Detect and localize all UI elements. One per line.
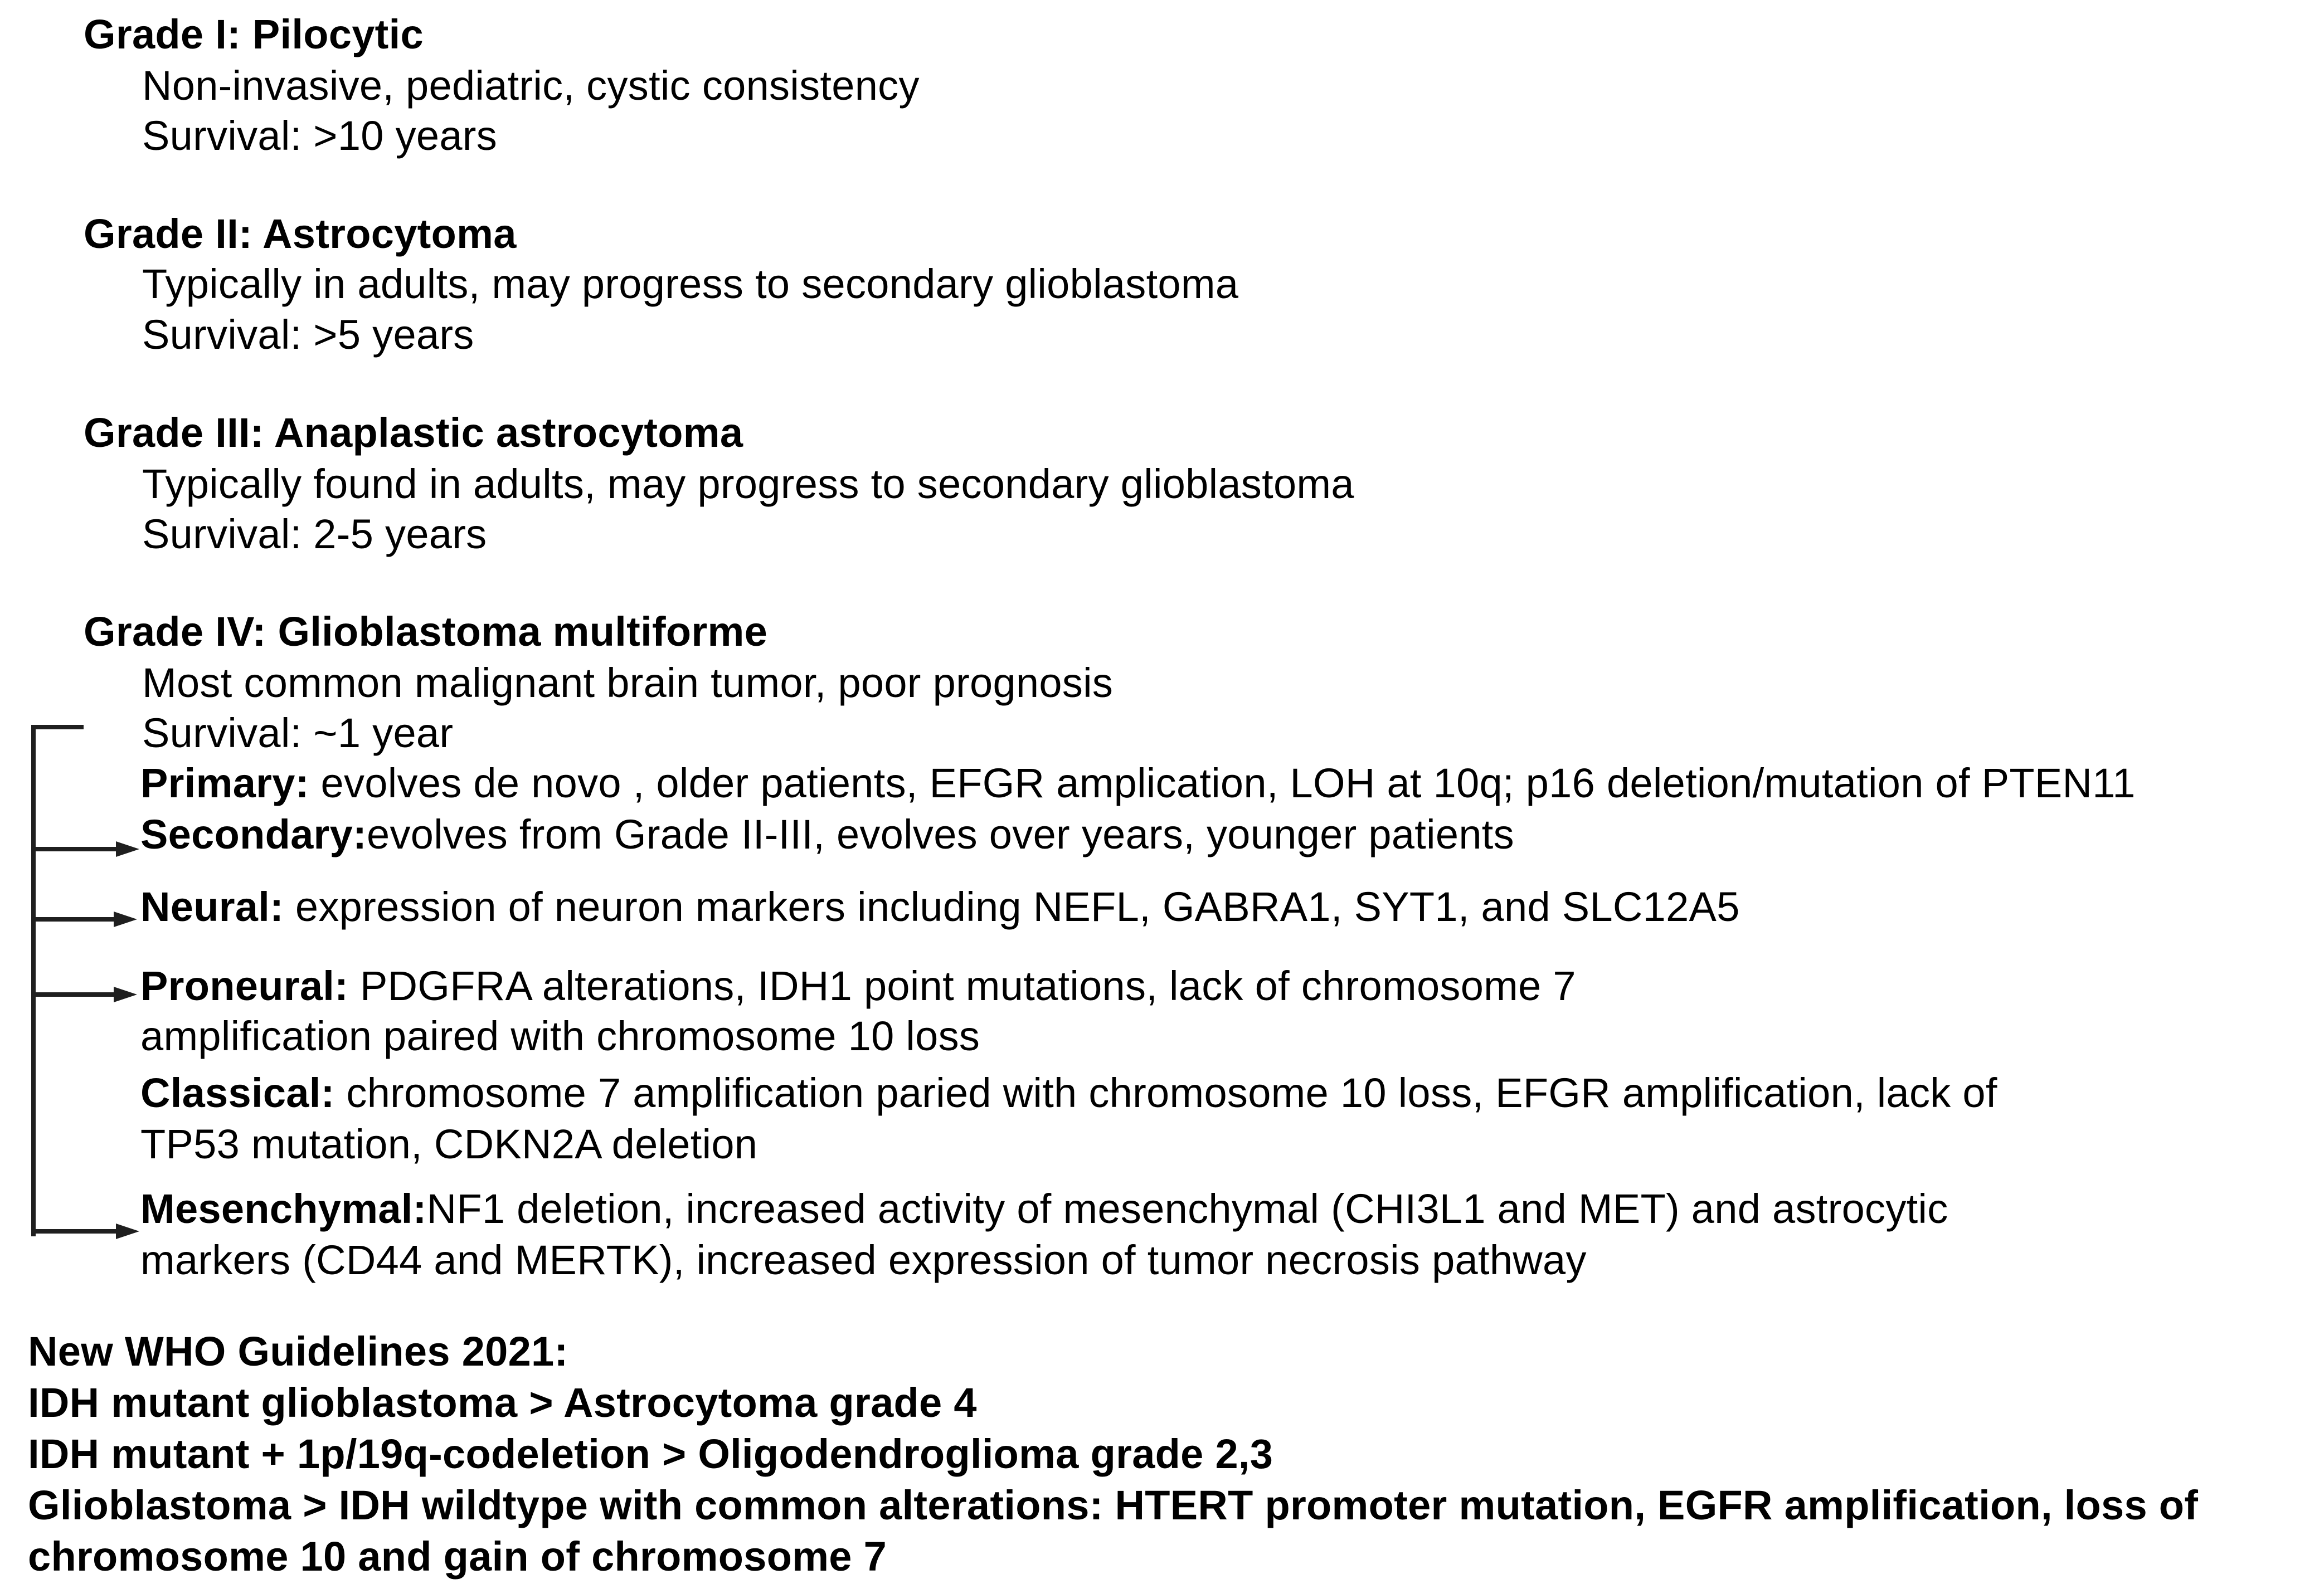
subtype-mesenchymal xyxy=(140,1183,1948,1235)
who-line-4: chromosome 10 and gain of chromosome 7 xyxy=(28,1533,887,1580)
grade-2-description: Typically in adults, may progress to secondary glioblastoma xyxy=(142,261,1239,307)
classical-label: Classical: xyxy=(140,1070,335,1116)
primary-text: evolves de novo , older patients, EFGR amplication, LOH at 10q; p16 deletion/mutation of PTEN11 xyxy=(309,760,2136,806)
who-line-3: Glioblastoma > IDH wildtype with common alterations: HTERT promoter mutation, EGFR amplification, loss of xyxy=(28,1482,2199,1528)
neural-text: expression of neuron markers including NEFL, GABRA1, SYT1, and SLC12A5 xyxy=(284,884,1740,930)
classical-text-line-2: TP53 mutation, CDKN2A deletion xyxy=(140,1121,758,1167)
proneural-text-line-1: PDGFRA alterations, IDH1 point mutations, lack of chromosome 7 xyxy=(348,963,1576,1009)
grade-3-heading: Grade III: Anaplastic astrocytoma xyxy=(84,410,743,456)
grade-2-heading: Grade II: Astrocytoma xyxy=(84,211,517,257)
who-line-2: IDH mutant + 1p/19q-codeletion > Oligodendroglioma grade 2,3 xyxy=(28,1431,1273,1477)
grade-4-survival: Survival: ~1 year xyxy=(142,710,454,756)
subtype-classical xyxy=(140,1068,1997,1119)
mesenchymal-text-line-1: NF1 deletion, increased activity of mesenchymal (CHI3L1 and MET) and astrocytic xyxy=(426,1186,1948,1232)
grade-2-survival: Survival: >5 years xyxy=(142,311,474,358)
mesenchymal-label: Mesenchymal: xyxy=(140,1186,427,1232)
primary-gbm-row xyxy=(140,758,2136,809)
subtype-neural xyxy=(140,881,1740,933)
grade-1-heading: Grade I: Pilocytic xyxy=(84,11,424,57)
who-line-1: IDH mutant glioblastoma > Astrocytoma grade 4 xyxy=(28,1380,977,1426)
grade-4-description: Most common malignant brain tumor, poor prognosis xyxy=(142,660,1114,706)
proneural-label: Proneural: xyxy=(140,963,349,1009)
secondary-label: Secondary: xyxy=(140,811,367,857)
mesenchymal-text-line-2: markers (CD44 and MERTK), increased expression of tumor necrosis pathway xyxy=(140,1237,1587,1283)
arrowhead-icon xyxy=(114,841,139,1239)
grade-1-survival: Survival: >10 years xyxy=(142,113,498,159)
secondary-text: evolves from Grade II-III, evolves over years, younger patients xyxy=(367,811,1514,857)
grade-3-survival: Survival: 2-5 years xyxy=(142,511,487,557)
secondary-gbm-row xyxy=(140,809,1514,860)
primary-label: Primary: xyxy=(140,760,309,806)
grade-3-description: Typically found in adults, may progress to secondary glioblastoma xyxy=(142,461,1354,507)
classical-text-line-1: chromosome 7 amplification paried with chromosome 10 loss, EFGR amplification, lack of xyxy=(334,1070,1997,1116)
subtype-proneural xyxy=(140,961,1576,1012)
neural-label: Neural: xyxy=(140,884,284,930)
proneural-text-line-2: amplification paired with chromosome 10 loss xyxy=(140,1013,980,1059)
grade-1-description: Non-invasive, pediatric, cystic consistency xyxy=(142,62,920,109)
who-guidelines-title: New WHO Guidelines 2021: xyxy=(28,1328,568,1375)
grade-4-heading: Grade IV: Glioblastoma multiforme xyxy=(84,608,768,655)
